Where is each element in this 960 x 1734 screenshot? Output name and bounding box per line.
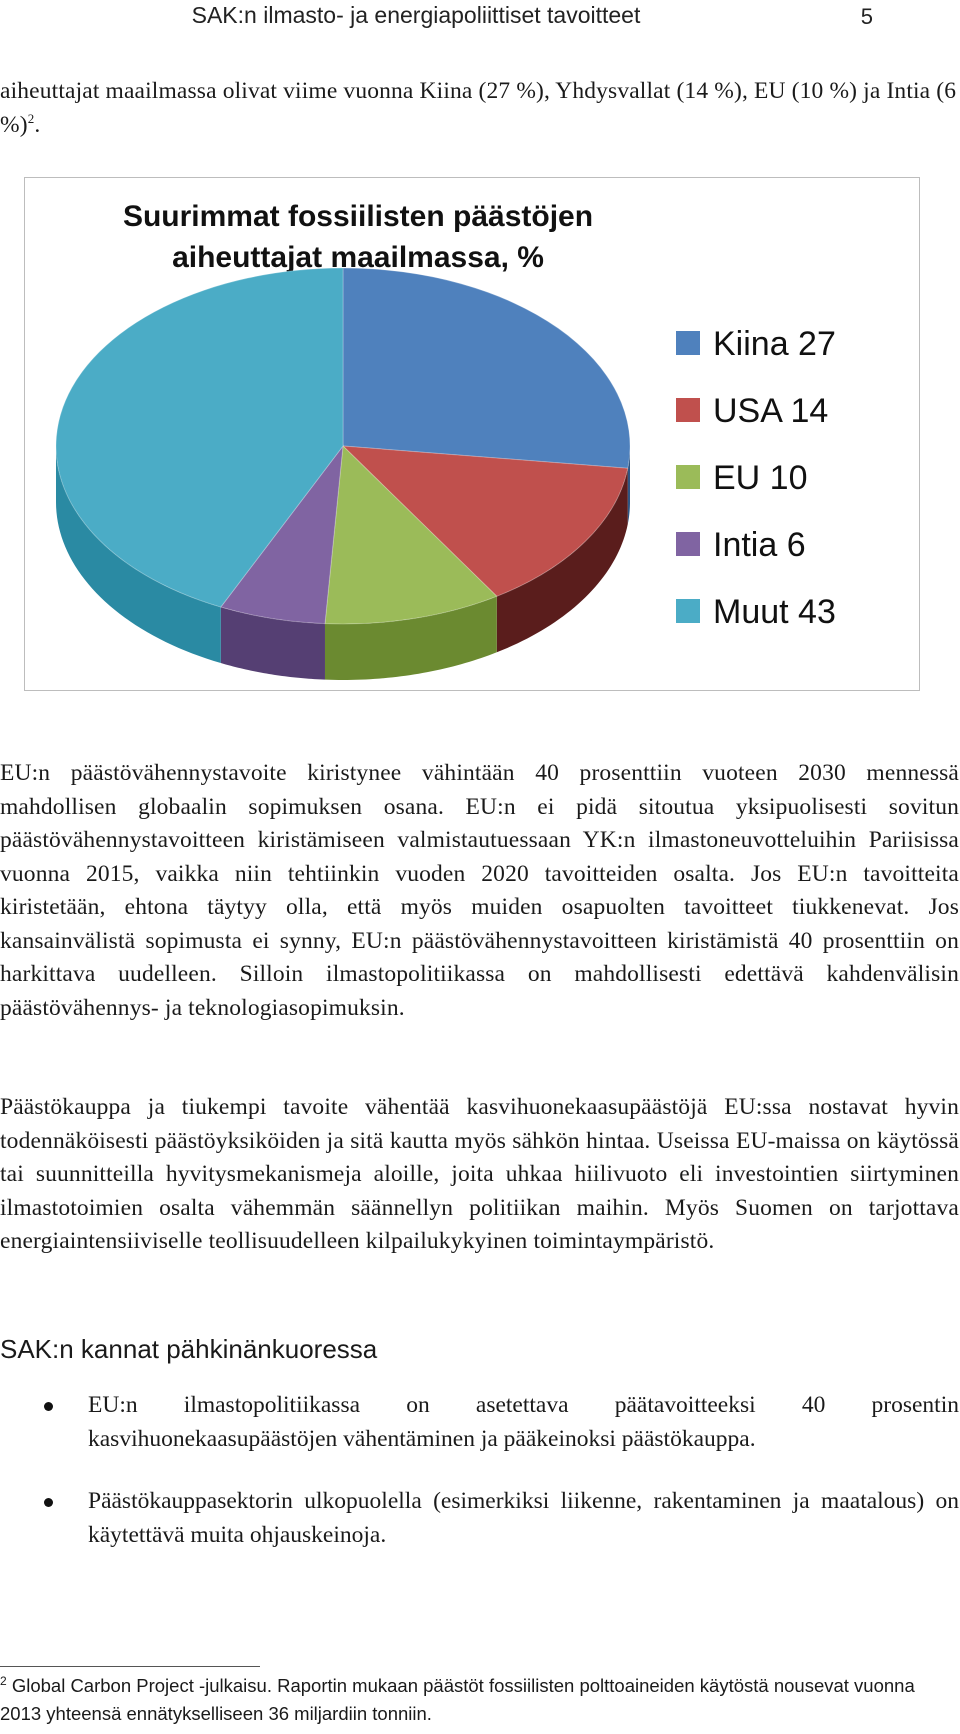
legend-swatch xyxy=(676,465,700,489)
legend-label: Muut 43 xyxy=(713,593,836,631)
list-item xyxy=(0,1388,959,1456)
legend-label: Intia 6 xyxy=(713,526,806,564)
chart-title-line1: Suurimmat fossiilisten päästöjen xyxy=(122,200,594,233)
footnote-text: Global Carbon Project -julkaisu. Raportin mukaan päästöt fossiilisten polttoaineiden käytöstä nousevat vuonna 2013 yhteensä ennätykselliseen 36 miljardiin tonniin. xyxy=(0,1675,915,1724)
bullet-icon xyxy=(44,1498,53,1507)
section-heading: SAK:n kannat pähkinänkuoressa xyxy=(0,1334,378,1364)
pie-slice-kiina xyxy=(343,268,630,468)
pie-chart-frame xyxy=(24,177,920,691)
legend-label: EU 10 xyxy=(713,459,808,497)
intro-end: . xyxy=(34,111,41,138)
paragraph-emissions-trading: Päästökauppa ja tiukempi tavoite vähentää kasvihuonekaasupäästöjä EU:ssa nostavat hyvin todennäköisesti päästöyksiköiden ja sitä kautta myös sähkön hintaa. Useissa EU-maissa on käytössä tai suunnitteilla hyvitysmekanismeja aloille, joita uhkaa hiilivuoto eli investointien siirtyminen ilmastotoimien osalta vähemmän säännellyn politiikan maihin. Myös Suomen on tarjottava energiaintensiiviselle teollisuudelleen kilpailukykyinen toimintaympäristö. xyxy=(0,1094,959,1254)
legend-swatch xyxy=(676,331,700,355)
running-header-title: SAK:n ilmasto- ja energiapoliittiset tavoitteet xyxy=(191,2,641,28)
paragraph-eu-target: EU:n päästövähennystavoite kiristynee vähintään 40 prosenttiin vuoteen 2030 mennessä mahdollisen globaalin sopimuksen osana. EU:n ei pidä sitoutua yksipuolisesti sovitun päästövähennystavoitteen kiristämiseen valmistautuessaan YK:n ilmastoneuvotteluihin Pariisissa vuonna 2015, vaikka niin tehtiinkin vuoden 2020 tavoitteiden osalta. Jos EU:n tavoitteita kiristetään, ehtona täytyy olla, että myös muiden osapuolten tavoitteet tiukkenevat. Jos kansainvälistä sopimusta ei synny, EU:n päästövähennystavoitteen kiristämistä 40 prosenttiin on harkittava uudelleen. Silloin ilmastopolitiikassa on mahdollisesti edettävä kahdenvälisin päästövähennys- ja teknologiasopimuksin. xyxy=(0,760,959,1021)
legend-label: Kiina 27 xyxy=(713,325,836,363)
list-item-text: Päästökauppasektorin ulkopuolella (esimerkiksi liikenne, rakentaminen ja maatalous) on käytettävä muita ohjauskeinoja. xyxy=(88,1488,959,1548)
footnote xyxy=(0,1672,959,1728)
bullet-icon xyxy=(44,1402,53,1411)
footnote-number: 2 xyxy=(0,1673,7,1688)
pie-chart xyxy=(25,178,919,690)
page-number: 5 xyxy=(860,4,873,29)
intro-text: aiheuttajat maailmassa olivat viime vuonna Kiina (27 %), Yhdysvallat (14 %), EU (10 %) ja Intia (6 %) xyxy=(0,78,957,138)
intro-paragraph xyxy=(0,75,959,142)
positions-list xyxy=(0,1388,959,1580)
list-item xyxy=(0,1484,959,1552)
legend-swatch xyxy=(676,532,700,556)
footnote-divider xyxy=(0,1666,260,1667)
legend-label: USA 14 xyxy=(713,392,829,430)
list-item-text: EU:n ilmastopolitiikassa on asetettava päätavoitteeksi 40 prosentin kasvihuonekaasupäästöjen vähentäminen ja pääkeinoksi päästökauppa. xyxy=(88,1392,959,1452)
pie-top-group xyxy=(56,268,630,624)
legend-swatch xyxy=(676,398,700,422)
footnote-ref: 2 xyxy=(27,110,35,126)
legend-swatch xyxy=(676,599,700,623)
chart-title-line2: aiheuttajat maailmassa, % xyxy=(172,241,544,274)
chart-legend xyxy=(676,325,836,631)
